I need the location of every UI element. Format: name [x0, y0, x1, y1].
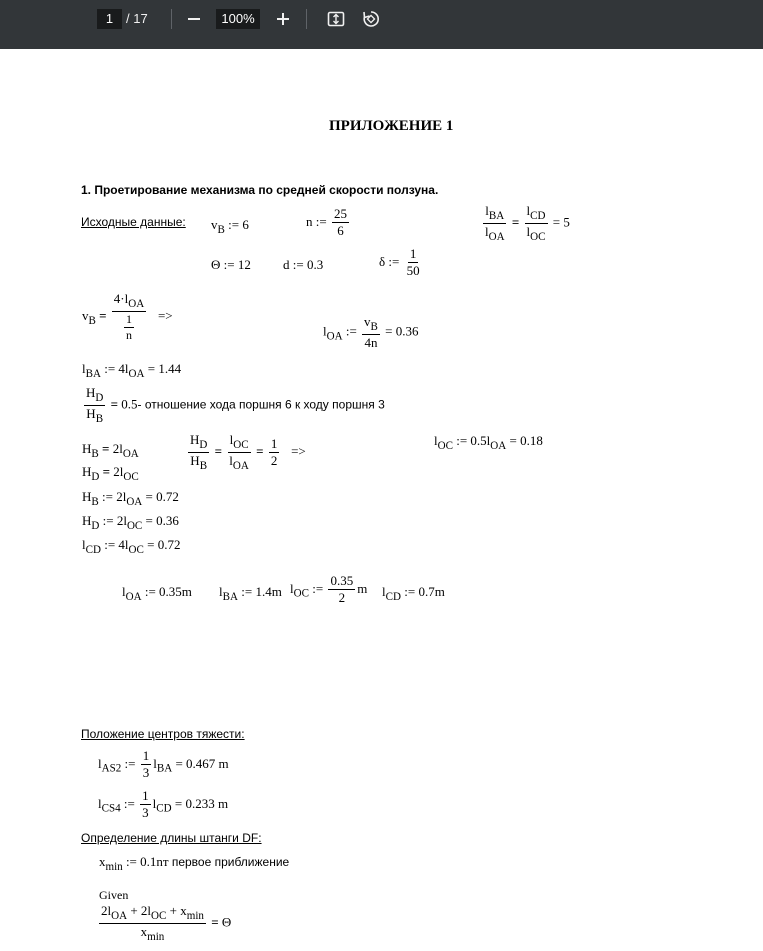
formula-delta: δ := $\frac{1}{50}$ [379, 246, 420, 279]
page-number-input[interactable]: 1 [97, 9, 122, 29]
plus-icon[interactable] [273, 9, 293, 29]
formula-n: n := $\frac{25}{6}$ [306, 206, 347, 239]
formula-HB-def: $H_B = 2l_{OA}$ [82, 441, 139, 460]
page-heading: ПРИЛОЖЕНИЕ 1 [329, 118, 454, 134]
formula-xmin: $x_{min}$ := 0.1nт первое приближение [99, 854, 290, 873]
formula-vB-derivation: $v_B$ = $\frac{4\cdot l_{OA}}{\frac{1}{n}}$ => [82, 291, 173, 343]
section-title: 1. Проетирование механизма по средней скорости ползуна. [81, 183, 439, 197]
centers-label: Положение центров тяжести: [81, 727, 245, 741]
formula-lCD: $l_{CD}$ := $4l_{OC} = 0.72$ [82, 537, 181, 556]
toolbar-divider [306, 9, 307, 29]
source-data-label: Исходные данные: [81, 215, 186, 229]
formula-lCS4: $l_{CS4}$ := $\frac{1}{3}$ $l_{CD} = 0.233$ m [98, 788, 229, 821]
fit-page-icon[interactable] [326, 9, 346, 29]
formula-half-ratio: $\frac{H_D}{H_B}$ = $\frac{l_{OC}}{l_{OA}}$ = $\frac{1}{2}$ => [190, 432, 306, 472]
formula-HD-def: $H_D = 2l_{OC}$ [82, 464, 139, 483]
formula-HB: $H_B$ := $2l_{OA} = 0.72$ [82, 489, 179, 508]
rod-length-label: Определение длины штанги DF: [81, 831, 262, 845]
formula-lOC-m: $l_{OC}$ := $\frac{0.35}{2}$ m [290, 573, 368, 606]
formula-theta: Θ := 12 [211, 257, 251, 272]
formula-vB: $v_B$ := 6 [211, 217, 249, 236]
document-page [0, 49, 763, 951]
formula-given-equation: $\frac{2l_{OA} + 2l_{OC} + x_{min}}{x_{min}}$ = Θ [101, 903, 232, 943]
zoom-input[interactable]: 100% [216, 9, 260, 29]
formula-lOA-m: $l_{OA}$ := 0.35m [122, 584, 192, 603]
given-label: Given [99, 888, 129, 902]
formula-HD: $H_D$ := $2l_{OC} = 0.36$ [82, 513, 179, 532]
pdf-toolbar [0, 0, 763, 49]
formula-lAS2: $l_{AS2}$ := $\frac{1}{3}$ $l_{BA} = 0.467$ m [98, 748, 229, 781]
formula-d: d := 0.3 [283, 257, 324, 272]
rotate-icon[interactable] [361, 9, 381, 29]
formula-piston-ratio: $\frac{H_D}{H_B}$ = 0.5- отношение хода поршня 6 к ходу поршня 3 [86, 385, 385, 425]
formula-lCD-m: $l_{CD}$ := 0.7m [382, 584, 445, 603]
formula-ratio: $\frac{l_{BA}}{l_{OA}}$ = $\frac{l_{CD}}{l_{OC}}$ = 5 [485, 203, 570, 243]
formula-lBA-m: $l_{BA}$ := 1.4m [219, 584, 282, 603]
formula-lOA: $l_{OA}$ := $\frac{v_B}{4n}$ = 0.36 [323, 314, 419, 350]
formula-lBA: $l_{BA}$ := $4l_{OA} = 1.44$ [82, 361, 182, 380]
page-total: / 17 [126, 11, 148, 26]
toolbar-divider [171, 9, 172, 29]
formula-lOC: $l_{OC}$ := $0.5l_{OA} = 0.18$ [434, 433, 543, 452]
minus-icon[interactable] [184, 9, 204, 29]
